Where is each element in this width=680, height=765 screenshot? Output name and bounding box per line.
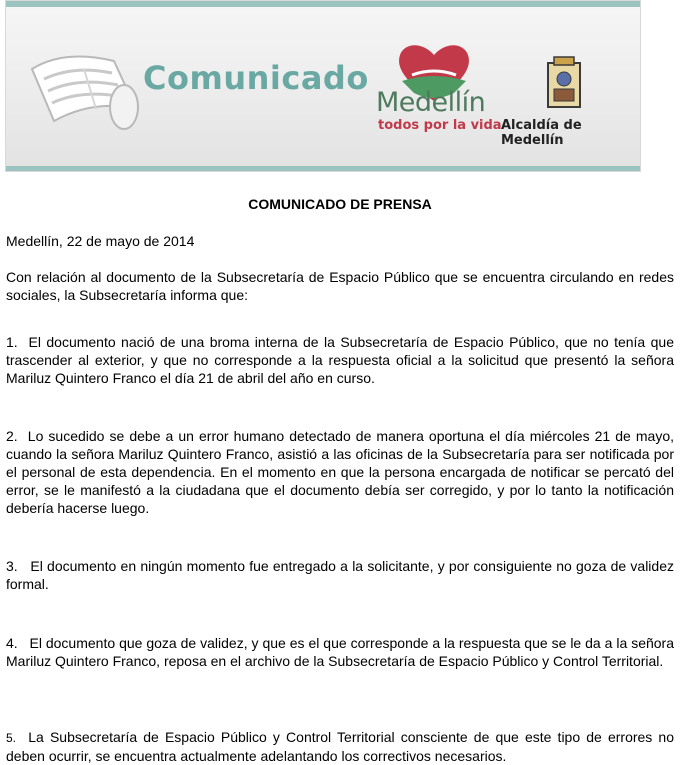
point-1 [6, 333, 674, 387]
point-text: Lo sucedido se debe a un error humano detectado de manera oportuna el día miércoles 21 de mayo, cuando la señora Mariluz Quintero Franco, asistió a las oficinas de la Subsecretaría para ser notificada por el personal de esta dependencia. En el momento en que la persona encargada de notificar se percató del error, se le manifestó a la ciudadana que el documento debía ser corregido, y por lo tanto la notificación debería hacerse luego. [6, 428, 675, 516]
document-title: COMUNICADO DE PRENSA [248, 196, 432, 212]
point-2 [6, 427, 674, 517]
point-4 [6, 634, 674, 670]
date-line: Medellín, 22 de mayo de 2014 [6, 233, 195, 249]
banner-top-stripe [6, 1, 640, 7]
newspaper-icon [24, 39, 144, 139]
point-3 [6, 557, 674, 593]
point-text: El documento nació de una broma interna de la Subsecretaría de Espacio Público, que no tenía que trascender al exterior, y que no corresponde a la respuesta oficial a la solicitud que presentó la señora Mariluz Quintero Franco el día 21 de abril del año en curso. [6, 334, 674, 386]
point-number: 3. [6, 558, 18, 574]
brand-tagline: todos por la vida [378, 118, 502, 133]
header-banner [5, 0, 641, 172]
point-text: El documento que goza de validez, y que es el que corresponde a la respuesta que se le da a la señora Mariluz Quintero Franco, reposa en el archivo de la Subsecretaría de Espacio Público y Control Territorial. [6, 635, 674, 669]
brand-name: Medellín [376, 87, 486, 118]
point-number: 1. [6, 334, 18, 350]
banner-bottom-stripe [6, 166, 640, 171]
banner-title: Comunicado [143, 59, 369, 97]
point-number: 5. [6, 731, 17, 745]
institution-name: Alcaldía de Medellín [501, 118, 582, 148]
point-number: 2. [6, 428, 18, 444]
point-number: 4. [6, 635, 18, 651]
point-text: El documento en ningún momento fue entregado a la solicitante, y por consiguiente no goza de validez formal. [6, 558, 674, 592]
coat-of-arms-icon [544, 55, 584, 111]
intro-paragraph: Con relación al documento de la Subsecretaría de Espacio Público que se encuentra circulando en redes sociales, la Subsecretaría informa que: [6, 269, 674, 303]
point-5 [6, 728, 674, 765]
point-text: La Subsecretaría de Espacio Público y Control Territorial consciente de que este tipo de errores no deben ocurrir, se encuentra actualmente adelantando los correctivos necesarios. [6, 729, 674, 764]
